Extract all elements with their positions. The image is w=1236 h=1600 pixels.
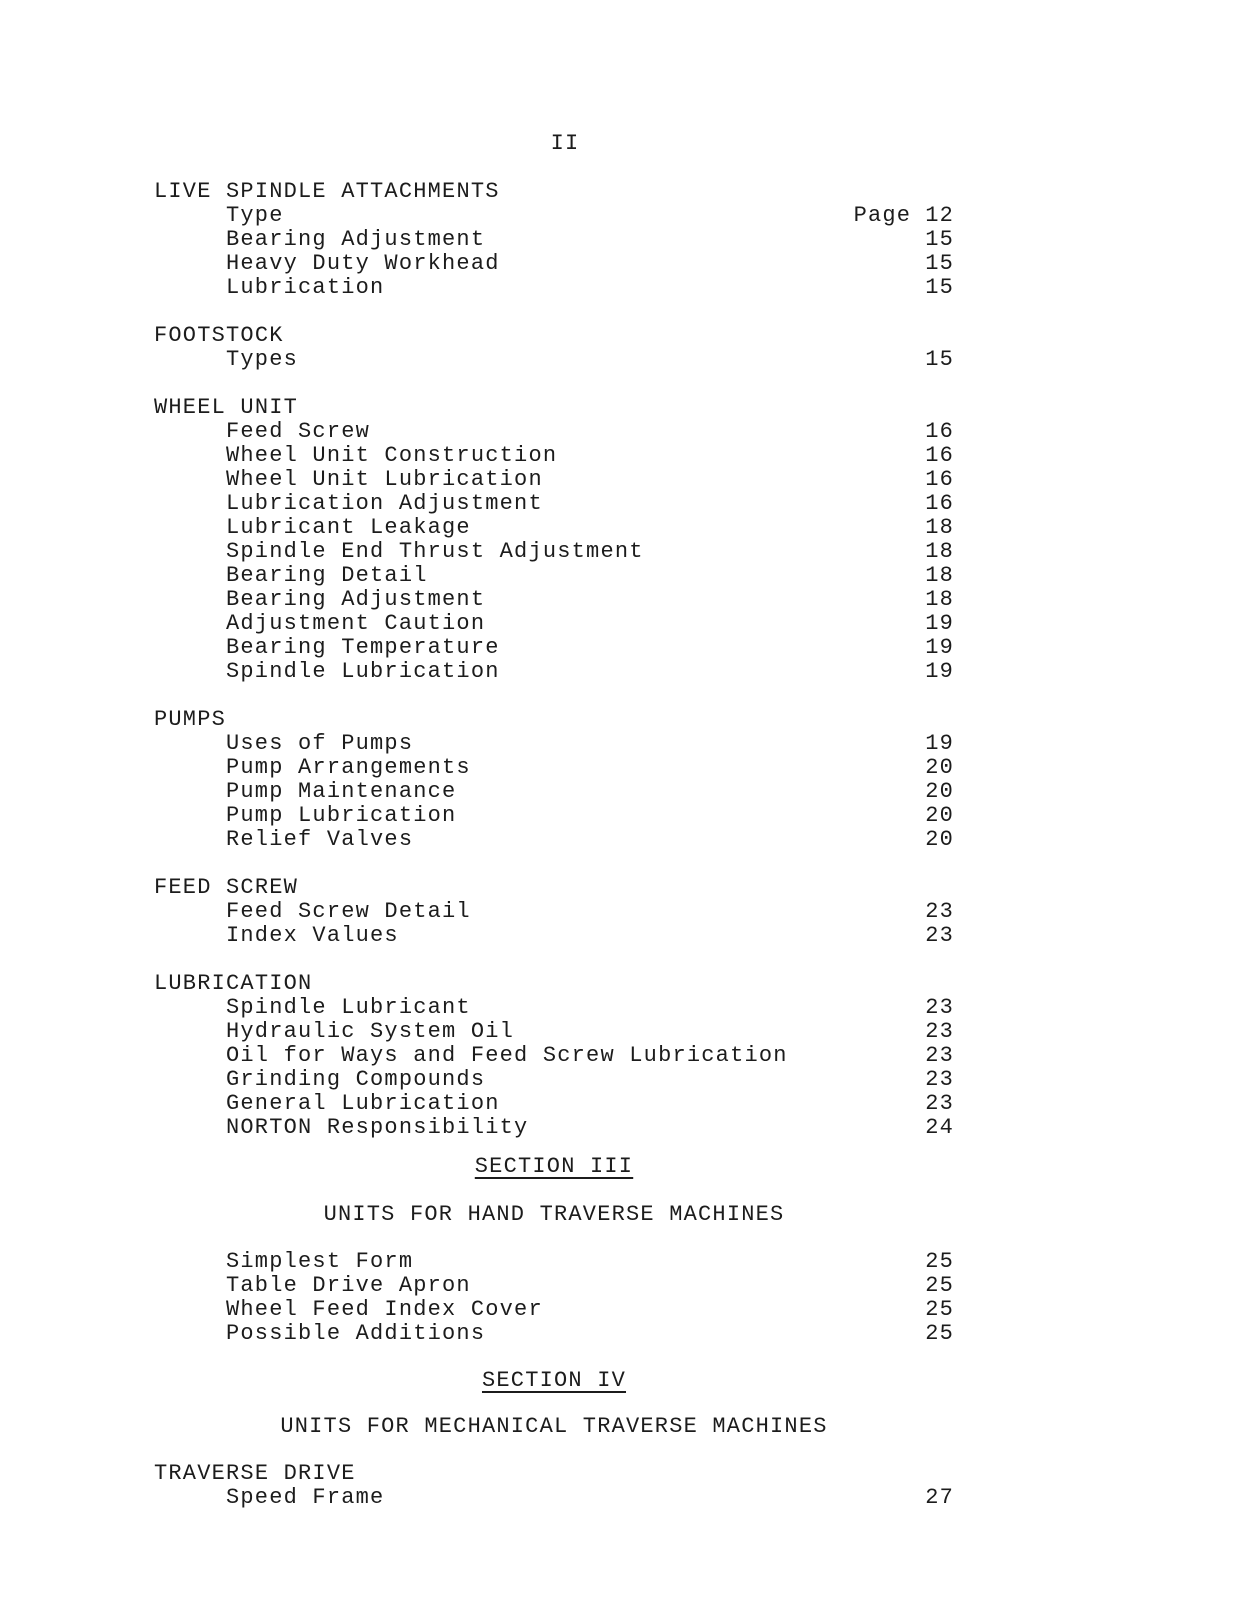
toc-group-heading: LIVE SPINDLE ATTACHMENTS <box>154 179 500 204</box>
toc-entry-label: Possible Additions <box>226 1321 486 1346</box>
toc-entry-page <box>911 1020 954 1044</box>
toc-entry-page-prefix: Page <box>853 203 912 228</box>
toc-entry-page-number: 19 <box>925 659 954 684</box>
toc-entry-page-number: 25 <box>925 1273 954 1298</box>
toc-entry-page-number: 16 <box>925 491 954 516</box>
toc-entry-label: Lubricant Leakage <box>226 515 471 540</box>
toc-entry-page-number: 12 <box>925 203 954 228</box>
toc-entry-label: Wheel Feed Index Cover <box>226 1297 543 1322</box>
toc-entry <box>154 1298 954 1322</box>
toc-entry-page-number: 19 <box>925 611 954 636</box>
toc-entry <box>154 516 954 540</box>
toc-entry-page <box>911 924 954 948</box>
toc-entry-page-number: 27 <box>925 1485 954 1510</box>
toc-entry-page-number: 23 <box>925 1067 954 1092</box>
toc-entry <box>154 276 954 300</box>
toc-entry <box>154 1322 954 1346</box>
toc-entry <box>154 780 954 804</box>
toc-entry-page-number: 16 <box>925 467 954 492</box>
toc-entry-label: Lubrication Adjustment <box>226 491 543 516</box>
toc-entry-page <box>911 1092 954 1116</box>
toc-entry-page <box>911 1068 954 1092</box>
toc-entry-page <box>911 996 954 1020</box>
toc-entry-page <box>911 588 954 612</box>
toc-entry-label: Lubrication <box>226 275 385 300</box>
toc-entry <box>154 924 954 948</box>
toc-entry <box>154 1250 954 1274</box>
toc-entry-page-number: 15 <box>925 251 954 276</box>
toc-entry-page <box>911 516 954 540</box>
toc-entry <box>154 492 954 516</box>
section-iii-title-text: SECTION III <box>474 1154 634 1179</box>
toc-entry <box>154 1068 954 1092</box>
toc-entry-page <box>911 252 954 276</box>
toc-entry-label: Heavy Duty Workhead <box>226 251 500 276</box>
toc-entry-page <box>911 492 954 516</box>
table-of-contents <box>154 180 954 1510</box>
toc-entry-label: Bearing Adjustment <box>226 587 486 612</box>
toc-entry-label: Bearing Temperature <box>226 635 500 660</box>
toc-entry-label: Types <box>226 347 299 372</box>
section-iii-title <box>154 1154 954 1180</box>
toc-entry-label: Pump Arrangements <box>226 755 471 780</box>
toc-entry-page-number: 25 <box>925 1321 954 1346</box>
toc-group-heading: PUMPS <box>154 707 227 732</box>
toc-entry-page <box>911 348 954 372</box>
toc-entry <box>154 1092 954 1116</box>
toc-entry-label: General Lubrication <box>226 1091 500 1116</box>
toc-entry-page <box>911 660 954 684</box>
toc-entry-page <box>911 1298 954 1322</box>
section-iv-subtitle: UNITS FOR MECHANICAL TRAVERSE MACHINES <box>280 1414 828 1439</box>
toc-entry-page <box>911 780 954 804</box>
toc-entry <box>154 636 954 660</box>
toc-entry-page-number: 23 <box>925 1043 954 1068</box>
toc-entry-label: Simplest Form <box>226 1249 414 1274</box>
toc-entry-page <box>911 804 954 828</box>
toc-entry-page <box>911 468 954 492</box>
toc-entry-label: Feed Screw <box>226 419 371 444</box>
section-iv-title <box>154 1368 954 1394</box>
toc-entry-label: Relief Valves <box>226 827 414 852</box>
toc-entry <box>154 828 954 852</box>
toc-entry-page <box>911 1250 954 1274</box>
toc-entry-label: Oil for Ways and Feed Screw Lubrication <box>226 1043 788 1068</box>
toc-entry-label: Feed Screw Detail <box>226 899 471 924</box>
page-number: II <box>550 131 580 156</box>
toc-entry-page <box>911 1116 954 1140</box>
toc-entry <box>154 1274 954 1298</box>
toc-entry-page-number: 15 <box>925 227 954 252</box>
toc-entry <box>154 588 954 612</box>
toc-entry-label: Bearing Adjustment <box>226 227 486 252</box>
toc-group-heading: FOOTSTOCK <box>154 323 284 348</box>
toc-group-heading: FEED SCREW <box>154 875 299 900</box>
toc-entry <box>154 540 954 564</box>
toc-entry-label: Speed Frame <box>226 1485 385 1510</box>
toc-group-heading: TRAVERSE DRIVE <box>154 1461 356 1486</box>
toc-entry-page <box>911 564 954 588</box>
toc-entry-page-number: 16 <box>925 419 954 444</box>
toc-entry-page-number: 23 <box>925 1019 954 1044</box>
toc-entry-page-number: 15 <box>925 275 954 300</box>
toc-entry <box>154 996 954 1020</box>
toc-entry-page-number: 18 <box>925 515 954 540</box>
toc-entry <box>154 348 954 372</box>
toc-entry-page-number: 18 <box>925 563 954 588</box>
toc-entry-page-number: 20 <box>925 755 954 780</box>
toc-entry-label: Wheel Unit Lubrication <box>226 467 543 492</box>
toc-entry <box>154 420 954 444</box>
toc-entry <box>154 660 954 684</box>
toc-entry <box>154 612 954 636</box>
toc-entry-label: NORTON Responsibility <box>226 1115 529 1140</box>
toc-entry-page <box>911 1322 954 1346</box>
toc-entry <box>154 1020 954 1044</box>
toc-entry-label: Index Values <box>226 923 399 948</box>
toc-entry-page-number: 23 <box>925 995 954 1020</box>
toc-entry <box>154 1116 954 1140</box>
toc-group-heading: WHEEL UNIT <box>154 395 299 420</box>
toc-entry-page-number: 15 <box>925 347 954 372</box>
toc-entry-page <box>911 732 954 756</box>
toc-entry-label: Grinding Compounds <box>226 1067 486 1092</box>
toc-entry <box>154 1044 954 1068</box>
toc-entry-page-number: 25 <box>925 1297 954 1322</box>
toc-entry-page <box>911 636 954 660</box>
toc-entry-label: Hydraulic System Oil <box>226 1019 515 1044</box>
toc-entry-page <box>911 756 954 780</box>
toc-entry-page <box>911 1274 954 1298</box>
section-iv-groups <box>154 1462 954 1510</box>
toc-entry-page-number: 20 <box>925 827 954 852</box>
toc-entry-label: Wheel Unit Construction <box>226 443 558 468</box>
toc-entry-page-number: 20 <box>925 779 954 804</box>
toc-entry-label: Spindle Lubricant <box>226 995 471 1020</box>
toc-entry-page-number: 18 <box>925 539 954 564</box>
toc-entry-label: Adjustment Caution <box>226 611 486 636</box>
toc-entry <box>154 804 954 828</box>
toc-entry-label: Spindle End Thrust Adjustment <box>226 539 644 564</box>
toc-entry <box>154 468 954 492</box>
toc-entry-page <box>854 204 954 228</box>
toc-entry-page-number: 23 <box>925 899 954 924</box>
toc-entry-page-number: 25 <box>925 1249 954 1274</box>
toc-entry-page <box>911 828 954 852</box>
toc-entry-page-number: 19 <box>925 731 954 756</box>
toc-entry <box>154 252 954 276</box>
toc-entry-page-number: 24 <box>925 1115 954 1140</box>
toc-entry <box>154 204 954 228</box>
toc-entry <box>154 900 954 924</box>
toc-entry-label: Pump Maintenance <box>226 779 457 804</box>
toc-entry <box>154 732 954 756</box>
toc-entry-page <box>911 612 954 636</box>
toc-entry-page <box>911 420 954 444</box>
toc-entry-label: Bearing Detail <box>226 563 428 588</box>
toc-entry <box>154 444 954 468</box>
toc-entry-label: Uses of Pumps <box>226 731 414 756</box>
toc-entry-page <box>911 900 954 924</box>
toc-entry-page-number: 20 <box>925 803 954 828</box>
section-iii-entries <box>154 1250 954 1346</box>
toc-entry-page-number: 23 <box>925 923 954 948</box>
toc-entry-label: Table Drive Apron <box>226 1273 471 1298</box>
toc-entry-page-number: 16 <box>925 443 954 468</box>
section-iv-title-text: SECTION IV <box>481 1368 627 1393</box>
toc-entry-page-number: 18 <box>925 587 954 612</box>
toc-entry-page <box>911 444 954 468</box>
toc-entry-page <box>911 1044 954 1068</box>
toc-entry-page-number: 23 <box>925 1091 954 1116</box>
toc-entry-page <box>911 228 954 252</box>
toc-groups <box>154 180 954 1140</box>
toc-entry <box>154 1486 954 1510</box>
toc-entry-page <box>911 276 954 300</box>
toc-entry-page-number: 19 <box>925 635 954 660</box>
toc-entry-label: Type <box>226 203 284 228</box>
toc-entry-page <box>911 1486 954 1510</box>
toc-entry <box>154 228 954 252</box>
toc-entry <box>154 756 954 780</box>
toc-entry-label: Pump Lubrication <box>226 803 457 828</box>
toc-entry-page <box>911 540 954 564</box>
toc-group-heading: LUBRICATION <box>154 971 313 996</box>
section-iii-subtitle: UNITS FOR HAND TRAVERSE MACHINES <box>323 1202 785 1227</box>
toc-entry-label: Spindle Lubrication <box>226 659 500 684</box>
toc-entry <box>154 564 954 588</box>
